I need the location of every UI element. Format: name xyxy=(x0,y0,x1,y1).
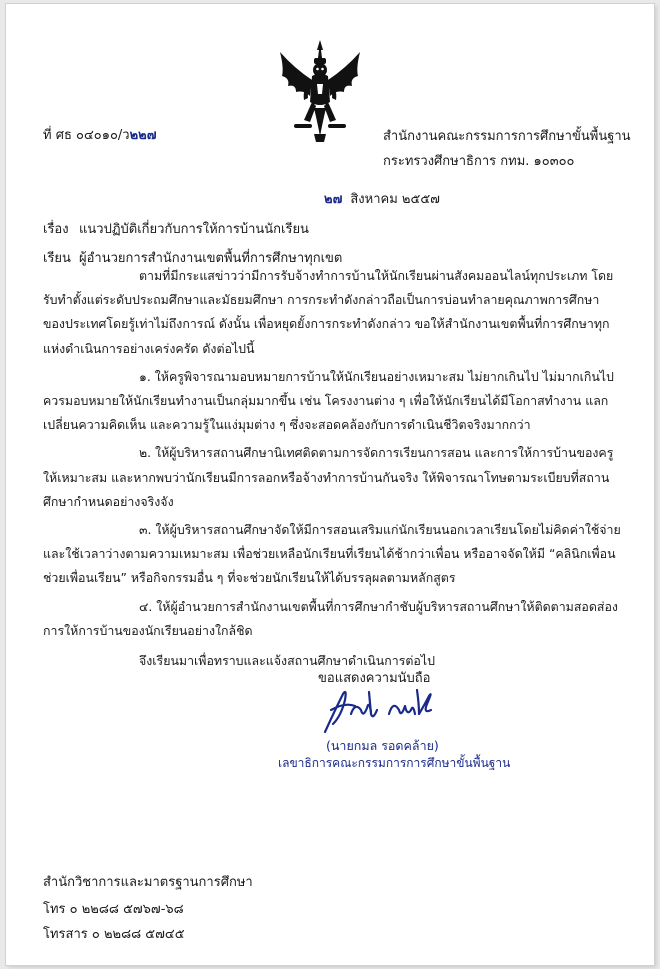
letter-page xyxy=(6,4,654,965)
signer-title: เลขาธิการคณะกรรมการการศึกษาขั้นพื้นฐาน xyxy=(278,756,511,770)
org-line1: สำนักงานคณะกรรมการการศึกษาขั้นพื้นฐาน xyxy=(383,129,631,144)
footer-office: สำนักวิชาการและมาตรฐานการศึกษา xyxy=(43,875,253,890)
issuing-office xyxy=(383,124,631,174)
footer-phone: โทร ๐ ๒๒๘๘ ๕๗๖๗-๖๘ xyxy=(43,902,184,917)
item-4-paragraph: ๔. ให้ผู้อำนวยการสำนักงานเขตพื้นที่การศึกษากำชับผู้บริหารสถานศึกษาให้ติดตามสอดส่องการให้การบ้านของนักเรียนอย่างใกล้ชิด xyxy=(43,598,618,638)
date-month-year: สิงหาคม ๒๕๕๗ xyxy=(350,192,440,207)
closing-paragraph: จึงเรียนมาเพื่อทราบและแจ้งสถานศึกษาดำเนินการต่อไป xyxy=(139,653,435,669)
item-3-paragraph: ๓. ให้ผู้บริหารสถานศึกษาจัดให้มีการสอนเสริมแก่นักเรียนนอกเวลาเรียนโดยไม่คิดค่าใช้จ่าย และใช้เวลาว่างตามความเหมาะสม เพื่อช่วยเหลือนักเรียนที่เรียนได้ช้ากว่าเพื่อน หรืออาจจัดให้มี “คลินิกเพื่อนช่วยเพื่อนเรียน” หรือกิจกรรมอื่น ๆ ที่จะช่วยนักเรียนให้ได้บรรลุผลตามหลักสูตร xyxy=(43,522,621,586)
footer-fax: โทรสาร ๐ ๒๒๘๘ ๕๗๔๕ xyxy=(43,927,185,942)
signer-name: (นายกมล รอดคล้าย) xyxy=(326,738,439,753)
item-1-paragraph: ๑. ให้ครูพิจารณามอบหมายการบ้านให้นักเรียนอย่างเหมาะสม ไม่ยากเกินไป ไม่มากเกินไป ควรมอบหมายให้นักเรียนทำงานเป็นกลุ่มมากขึ้น เช่น โครงงานต่าง ๆ เพื่อให้นักเรียนได้มีโอกาสทำงาน แลกเปลี่ยนความคิดเห็น และความรู้ในแง่มุมต่าง ๆ ซึ่งจะสอดคล้องกับการดำเนินชีวิตจริงมากกว่า xyxy=(43,368,614,433)
handwritten-signature xyxy=(311,680,451,740)
ref-number: ๒๒๗ xyxy=(129,128,157,143)
recipient-text: ผู้อำนวยการสำนักงานเขตพื้นที่การศึกษาทุกเขต xyxy=(79,251,343,266)
closing-salutation: ขอแสดงความนับถือ xyxy=(318,671,431,686)
intro-paragraph: ตามที่มีกระแสข่าวว่ามีการรับจ้างทำการบ้านให้นักเรียนผ่านสังคมออนไลน์ทุกประเภท โดยรับทำตั้งแต่ระดับประถมศึกษาและมัธยมศึกษา การกระทำดังกล่าวถือเป็นการบ่อนทำลายคุณภาพการศึกษาของประเทศโดยรู้เท่าไม่ถึงการณ์ ดังนั้น เพื่อหยุดยั้งการกระทำดังกล่าว ขอให้สำนักงานเขตพื้นที่การศึกษาทุกแห่งดำเนินการอย่างเคร่งครัด ดังต่อไปนี้ xyxy=(43,268,614,356)
subject-line xyxy=(43,218,309,239)
garuda-emblem-icon xyxy=(274,38,366,144)
item-2-paragraph: ๒. ให้ผู้บริหารสถานศึกษานิเทศติดตามการจัดการเรียนการสอน และการให้การบ้านของครูให้เหมาะสม และหากพบว่านักเรียนมีการลอกหรือจ้างทำการบ้านกันจริง ให้พิจารณาโทษตามระเบียบที่สถานศึกษากำหนดอย่างจริงจัง xyxy=(43,445,614,509)
document-reference xyxy=(43,124,157,145)
date-day: ๒๗ xyxy=(324,192,343,207)
ref-prefix: ที่ ศธ ๐๔๐๑๐/ว xyxy=(43,128,130,143)
subject-label: เรื่อง xyxy=(43,222,69,237)
document-date xyxy=(324,188,440,209)
recipient-label: เรียน xyxy=(43,251,71,266)
org-line2: กระทรวงศึกษาธิการ กทม. ๑๐๓๐๐ xyxy=(383,154,575,169)
subject-text: แนวปฏิบัติเกี่ยวกับการให้การบ้านนักเรียน xyxy=(79,222,309,237)
letter-body xyxy=(43,264,621,677)
